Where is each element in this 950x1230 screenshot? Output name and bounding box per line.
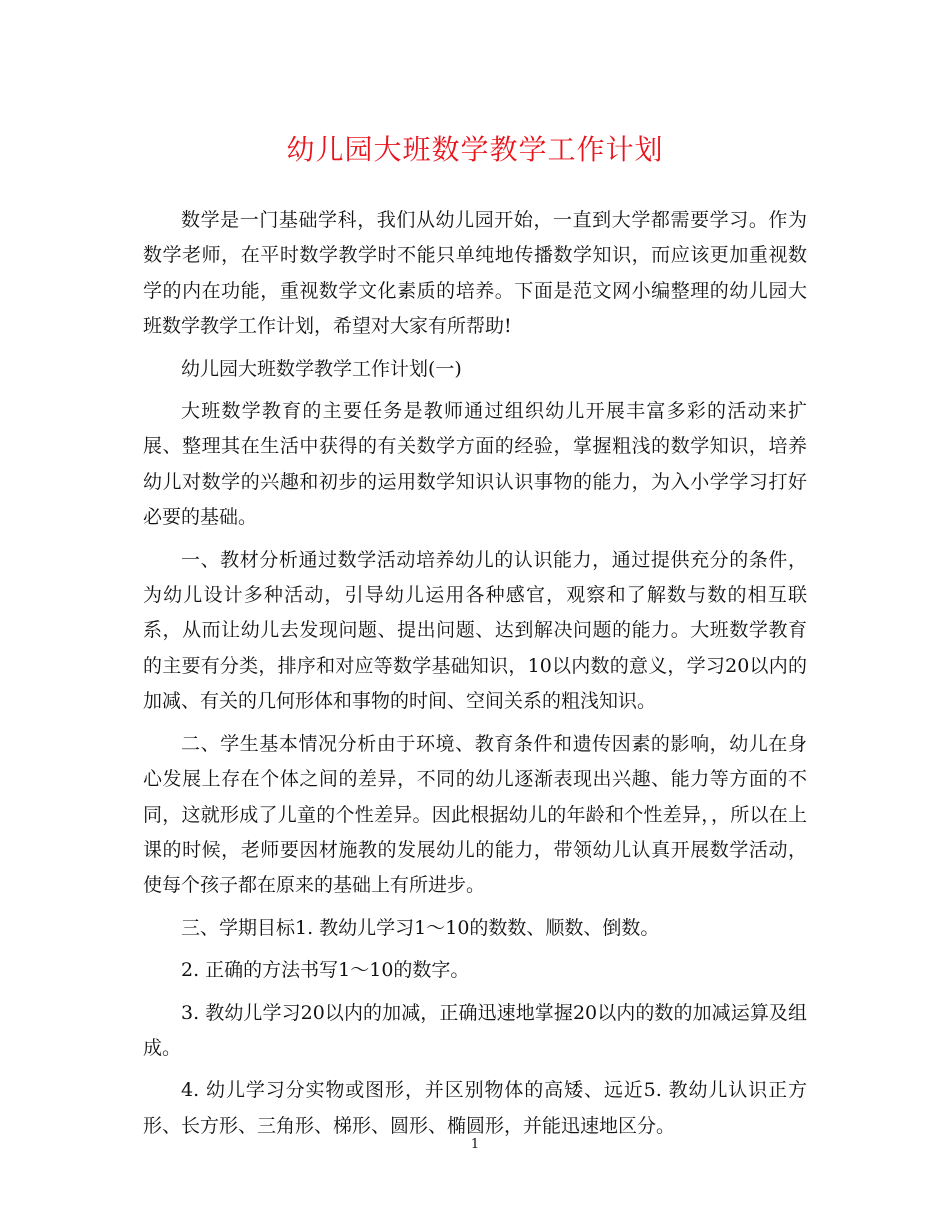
paragraph-goal-2: 2. 正确的方法书写1～10的数字。 [181, 959, 470, 982]
paragraph-material-analysis: 一、教材分析通过数学活动培养幼儿的认识能力，通过提供充分的条件，为幼儿设计多种活动，引导幼儿运用各种感官，观察和了解数与数的相互联系，从而让幼儿去发现问题、提出问题、达到解决问题的能力。大班数学教育的主要有分类，排序和对应等数学基础知识，10以内数的意义，学习20以内的加减、有关的几何形体和事物的时间、空间关系的粗浅知识。 [143, 548, 807, 713]
page-number: 1 [470, 1137, 480, 1152]
paragraph-goal-3: 3. 教幼儿学习20以内的加减，正确迅速地掌握20以内的数的加减运算及组成。 [143, 1001, 807, 1059]
paragraph-goal-4-5: 4. 幼儿学习分实物或图形，并区别物体的高矮、远近5. 教幼儿认识正方形、长方形、三角形、梯形、圆形、椭圆形，并能迅速地区分。 [143, 1079, 807, 1137]
paragraph-student-analysis: 二、学生基本情况分析由于环境、教育条件和遗传因素的影响，幼儿在身心发展上存在个体之间的差异，不同的幼儿逐渐表现出兴趣、能力等方面的不同，这就形成了儿童的个性差异。因此根据幼儿的年龄和个性差异，，所以在上课的时候，老师要因材施教的发展幼儿的能力，带领幼儿认真开展数学活动，使每个孩子都在原来的基础上有所进步。 [143, 732, 807, 897]
document-body [143, 203, 807, 1151]
paragraph-task: 大班数学教育的主要任务是教师通过组织幼儿开展丰富多彩的活动来扩展、整理其在生活中获得的有关数学方面的经验，掌握粗浅的数学知识，培养幼儿对数学的兴趣和初步的运用数学知识认识事物的能力，为入小学学习打好必要的基础。 [143, 400, 807, 529]
document-title: 幼儿园大班数学教学工作计划 [286, 133, 664, 166]
section-heading: 幼儿园大班数学教学工作计划(一) [181, 357, 462, 380]
paragraph-goal-1: 三、学期目标1. 教幼儿学习1～10的数数、顺数、倒数。 [181, 916, 660, 939]
paragraph-intro: 数学是一门基础学科，我们从幼儿园开始，一直到大学都需要学习。作为数学老师，在平时数学教学时不能只单纯地传播数学知识，而应该更加重视数学的内在功能，重视数学文化素质的培养。下面是范文网小编整理的幼儿园大班数学教学工作计划，希望对大家有所帮助! [143, 209, 807, 338]
